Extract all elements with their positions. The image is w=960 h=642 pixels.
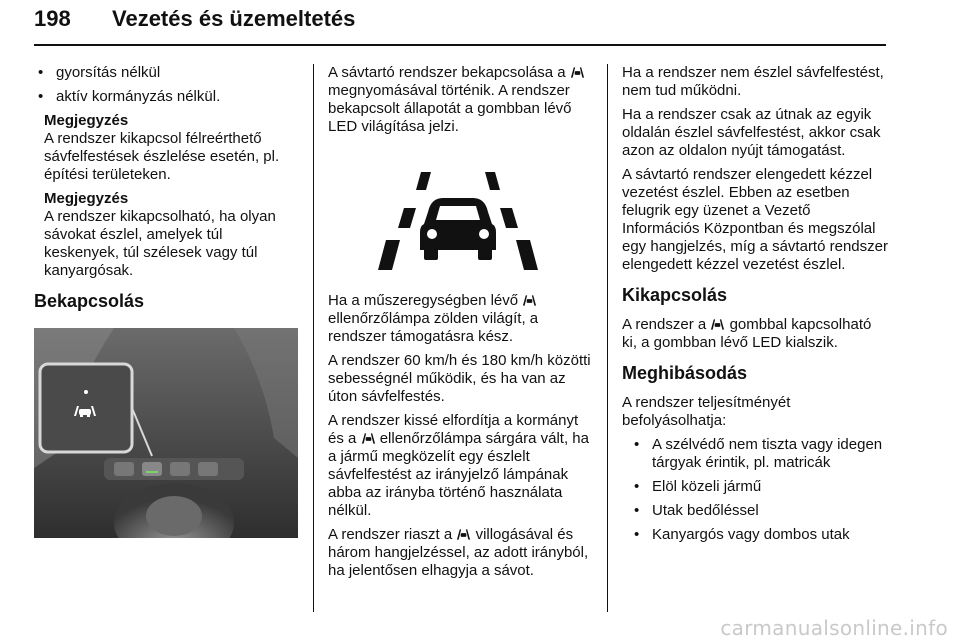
lane-keep-icon bbox=[570, 66, 585, 78]
text-span: ellenőrzőlámpa sárgára vált, ha a jármű megközelít egy észlelt sávfelfestést az irányjelző lámpának abba az irányba történő használata nélkül. bbox=[328, 430, 589, 519]
lane-keep-icon bbox=[710, 318, 725, 330]
note-text: A rendszer kikapcsol félreérthető sávfelfestések észlelése esetén, pl. építési területeken. bbox=[44, 130, 280, 183]
page-title: Vezetés és üzemeltetés bbox=[112, 6, 356, 31]
page-header bbox=[34, 0, 886, 44]
lane-keep-icon bbox=[522, 294, 537, 306]
list-item: • gyorsítás nélkül bbox=[34, 64, 298, 82]
paragraph: Ha a rendszer nem észlel sávfelfestést, nem tud működni. bbox=[622, 64, 884, 99]
lane-keep-icon bbox=[361, 432, 376, 444]
page-number: 198 bbox=[34, 6, 71, 31]
paragraph: A rendszer 60 km/h és 180 km/h közötti sebességnél működik, és ha van az úton sávfelfestés. bbox=[328, 352, 591, 405]
column-3 bbox=[622, 64, 890, 550]
note-text: A rendszer kikapcsolható, ha olyan sávokat észlel, amelyek túl keskenyek, túl szélesek vagy túl kanyargósak. bbox=[44, 208, 276, 279]
text-span: A rendszer a bbox=[622, 316, 707, 333]
column-2 bbox=[328, 64, 598, 586]
paragraph bbox=[328, 64, 598, 136]
list-item: • Utak bedőléssel bbox=[622, 502, 890, 520]
paragraph: A rendszer teljesítményét befolyásolhatja: bbox=[622, 394, 791, 429]
column-divider-1 bbox=[313, 64, 314, 612]
list-item: • Elöl közeli jármű bbox=[622, 478, 890, 496]
text-span: megnyomásával történik. A rendszer bekapcsolt állapotát a gombban lévő LED világítása jelzi. bbox=[328, 82, 572, 135]
paragraph: Ha a rendszer csak az útnak az egyik oldalán észlel sávfelfestést, akkor csak azon az oldalon nyújt támogatást. bbox=[622, 106, 881, 159]
console-photo bbox=[34, 328, 298, 538]
paragraph bbox=[622, 316, 890, 352]
text-span: gombbal kapcsolható ki, a gombban lévő LED kialszik. bbox=[622, 316, 872, 351]
list-item: • A szélvédő nem tiszta vagy idegen tárgyak érintik, pl. matricák bbox=[622, 436, 890, 472]
text-span: Ha a műszeregységben lévő bbox=[328, 292, 519, 309]
note-title: Megjegyzés bbox=[44, 112, 129, 129]
lane-keep-icon bbox=[328, 150, 588, 280]
lane-keep-icon bbox=[456, 528, 471, 540]
section-heading-kikapcsolas: Kikapcsolás bbox=[622, 285, 728, 305]
text-span: A rendszer kissé elfordítja a kormányt és a bbox=[328, 412, 579, 447]
text-span: A rendszer riaszt a bbox=[328, 526, 453, 543]
section-heading-bekapcsolas: Bekapcsolás bbox=[34, 291, 145, 311]
note-2 bbox=[34, 190, 298, 280]
column-1 bbox=[34, 64, 298, 543]
text-span: ellenőrzőlámpa zölden világít, a rendszer támogatásra kész. bbox=[328, 310, 539, 345]
section-heading-meghibasodas: Meghibásodás bbox=[622, 363, 748, 383]
paragraph bbox=[328, 292, 598, 346]
paragraph bbox=[328, 526, 598, 580]
header-rule bbox=[34, 44, 886, 46]
column-divider-2 bbox=[607, 64, 608, 612]
list-item: • aktív kormányzás nélkül. bbox=[34, 88, 298, 106]
note-title: Megjegyzés bbox=[44, 190, 129, 207]
list-item: • Kanyargós vagy dombos utak bbox=[622, 526, 890, 544]
note-1 bbox=[34, 112, 298, 184]
text-span: A sávtartó rendszer bekapcsolása a bbox=[328, 64, 566, 81]
paragraph bbox=[328, 412, 598, 520]
text-span: villogásával és három hangjelzéssel, az adott irányból, ha jelentősen elhagyja a sávot. bbox=[328, 526, 589, 579]
watermark: carmanualsonline.info bbox=[720, 616, 948, 640]
paragraph: A sávtartó rendszer elengedett kézzel vezetést észlel. Ebben az esetben felugrik egy üzenet a Vezető Információs Központban és megszólal egy hangjelzés, míg a sávtartó rendszer elengedett kézzel vezetést észlel. bbox=[622, 166, 888, 273]
